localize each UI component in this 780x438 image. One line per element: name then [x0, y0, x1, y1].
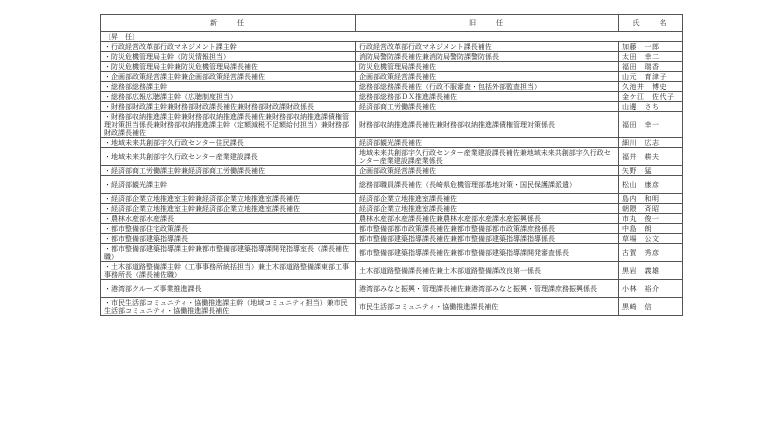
name-cell: 黒岩 義雄 [619, 262, 683, 280]
new-post-cell: ・防災危機管理局主幹兼防災危機管理局課長補佐 [101, 62, 356, 72]
new-post-cell: ・都市整備部住宅政策課長 [101, 224, 356, 234]
new-post-cell: ・総務部広報広聴課主幹（広聴制度担当） [101, 92, 356, 102]
name-cell: 市丸 俊一 [619, 214, 683, 224]
table-body [101, 32, 683, 316]
table-row [101, 234, 683, 244]
section-label: 〔昇 任〕 [101, 32, 683, 42]
table-row [101, 280, 683, 298]
name-cell: 朝隈 斉昭 [619, 204, 683, 214]
name-cell: 山邊 さち [619, 102, 683, 112]
former-post-cell: 地域未来共創部宇久行政センター産業建設課長補佐兼地域未来共創部宇久行政センター産業建設課産業係長 [356, 148, 619, 166]
table-row [101, 244, 683, 262]
name-cell: 細川 広志 [619, 138, 683, 148]
former-post-cell: 財務部収納推進課長補佐兼財務部収納推進課債権管理対策係長 [356, 112, 619, 138]
table-row [101, 262, 683, 280]
table-row [101, 92, 683, 102]
name-cell: 福田 瑞香 [619, 62, 683, 72]
new-post-cell: ・土木部道路整備課主幹（工事事務所統括担当）兼土木部道路整備課東部工事事務所長（課長補佐職） [101, 262, 356, 280]
name-cell: 久池井 博史 [619, 82, 683, 92]
table-row [101, 148, 683, 166]
section-row [101, 32, 683, 42]
new-post-cell: ・経済部企業立地推進室主幹兼経済部企業立地推進室課長補佐 [101, 204, 356, 214]
table-row [101, 204, 683, 214]
table-row [101, 42, 683, 52]
former-post-cell: 行政経営改革部行政マネジメント課長補佐 [356, 42, 619, 52]
table-row [101, 72, 683, 82]
former-post-cell: 市民生活部コミュニティ・協働推進課長補佐 [356, 298, 619, 316]
new-post-cell: ・経済部企業立地推進室主幹兼経済部企業立地推進室課長補佐 [101, 194, 356, 204]
new-post-cell: ・市民生活部コミュニティ・協働推進課主幹（地域コミュニティ担当）兼市民生活部コミュニティ・協働推進課長補佐 [101, 298, 356, 316]
table-row [101, 166, 683, 176]
new-post-cell: ・防災危機管理局主幹（防災情報担当） [101, 52, 356, 62]
table-row [101, 298, 683, 316]
new-post-cell: ・総務部総務課主幹 [101, 82, 356, 92]
former-post-cell: 経済部企業立地推進室課長補佐 [356, 204, 619, 214]
former-post-cell: 消防局警防課長補佐兼消防局警防課警防係長 [356, 52, 619, 62]
table-row [101, 138, 683, 148]
new-post-cell: ・行政経営改革部行政マネジメント課主幹 [101, 42, 356, 52]
name-cell: 松山 康彦 [619, 176, 683, 194]
former-post-cell: 総務部総務課長補佐（行政不服審査・包括外部監査担当） [356, 82, 619, 92]
former-post-cell: 農林水産部水産課長補佐兼農林水産部水産課水産振興係長 [356, 214, 619, 224]
former-post-cell: 総務部職員課長補佐（長崎県危機管理部基地対策・国民保護課派遣） [356, 176, 619, 194]
name-cell: 中島 朗 [619, 224, 683, 234]
table-row [101, 214, 683, 224]
former-post-cell: 都市整備部建築指導課長補佐兼都市整備部建築指導課開発審査係長 [356, 244, 619, 262]
name-cell: 金ケ江 佐代子 [619, 92, 683, 102]
former-post-cell: 企画部政策経営課長補佐 [356, 72, 619, 82]
former-post-cell: 港湾部みなと振興・管理課長補佐兼港湾部みなと振興・管理課庶務振興係長 [356, 280, 619, 298]
new-post-cell: ・財務部財政課主幹兼財務部財政課長補佐兼財務部財政課財政係長 [101, 102, 356, 112]
name-cell: 島内 和明 [619, 194, 683, 204]
former-post-cell: 総務部総務部ＤＸ推進課長補佐 [356, 92, 619, 102]
name-cell: 草場 公文 [619, 234, 683, 244]
new-post-cell: ・都市整備部建築指導課主幹兼都市整備部建築指導課開発指導室長（課長補佐職） [101, 244, 356, 262]
name-cell: 加藤 一郎 [619, 42, 683, 52]
new-post-cell: ・都市整備部建築指導課長 [101, 234, 356, 244]
new-post-cell: ・地域未来共創部宇久行政センター住民課長 [101, 138, 356, 148]
header-row [101, 15, 683, 32]
new-post-cell: ・港湾部クルーズ事業推進課長 [101, 280, 356, 298]
table-row [101, 194, 683, 204]
former-post-cell: 経済部商工労働課長補佐 [356, 102, 619, 112]
table-row [101, 176, 683, 194]
new-post-cell: ・企画部政策経営課主幹兼企画部政策経営課長補佐 [101, 72, 356, 82]
name-cell: 福井 耕夫 [619, 148, 683, 166]
table-row [101, 52, 683, 62]
name-cell: 矢野 猛 [619, 166, 683, 176]
name-cell: 小林 裕介 [619, 280, 683, 298]
table-row [101, 62, 683, 72]
table-row [101, 102, 683, 112]
table-row [101, 112, 683, 138]
name-cell: 福田 幸一 [619, 112, 683, 138]
former-post-cell: 経済部観光課長補佐 [356, 138, 619, 148]
former-post-cell: 企画部政策経営課長補佐 [356, 166, 619, 176]
new-post-cell: ・経済部商工労働課主幹兼経済部商工労働課長補佐 [101, 166, 356, 176]
name-cell: 古賀 秀彦 [619, 244, 683, 262]
former-post-cell: 経済部企業立地推進室課長補佐 [356, 194, 619, 204]
former-post-cell: 都市整備部建築指導課長補佐兼都市整備部建築指導課指導係長 [356, 234, 619, 244]
header-former-post: 旧 任 [356, 15, 619, 32]
appointment-table [100, 14, 683, 316]
new-post-cell: ・農林水産部水産課長 [101, 214, 356, 224]
header-new-post: 新 任 [101, 15, 356, 32]
new-post-cell: ・経済部観光課主幹 [101, 176, 356, 194]
former-post-cell: 土木部道路整備課長補佐兼土木部道路整備課改良第一係長 [356, 262, 619, 280]
new-post-cell: ・財務部収納推進課主幹兼財務部収納推進課長補佐兼財務部収納推進課債権管理対策担当係長兼財務部収納推進課主幹（定額減税不足額給付担当）兼財務部財政課長補佐 [101, 112, 356, 138]
name-cell: 黒崎 信 [619, 298, 683, 316]
former-post-cell: 防災危機管理局課長補佐 [356, 62, 619, 72]
former-post-cell: 都市整備部都市政策課長補佐兼都市整備部都市政策課庶務係長 [356, 224, 619, 234]
name-cell: 山元 育津子 [619, 72, 683, 82]
table-row [101, 224, 683, 234]
header-name: 氏 名 [619, 15, 683, 32]
table-row [101, 82, 683, 92]
new-post-cell: ・地域未来共創部宇久行政センター産業建設課長 [101, 148, 356, 166]
name-cell: 太田 幸二 [619, 52, 683, 62]
